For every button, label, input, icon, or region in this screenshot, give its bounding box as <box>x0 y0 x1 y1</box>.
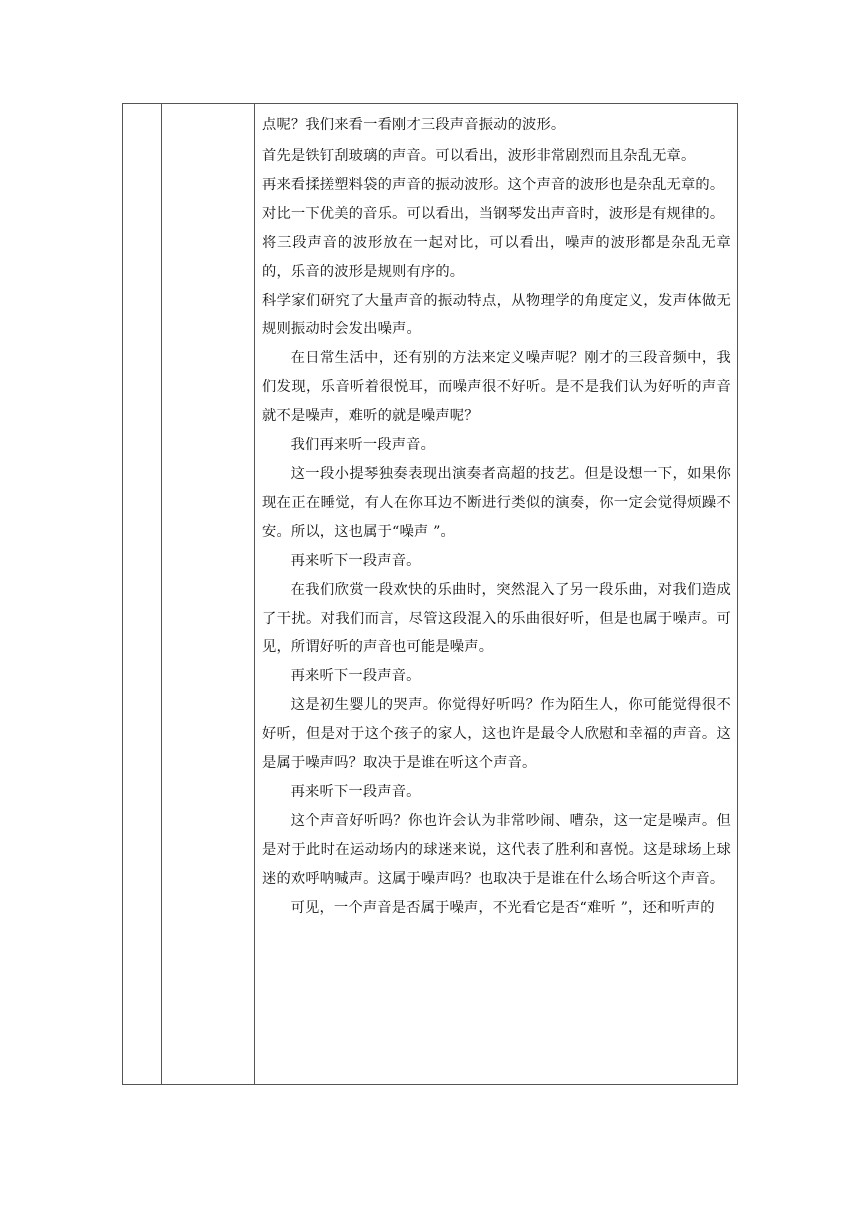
empty-cell-left <box>123 104 162 1085</box>
paragraph: 在我们欣赏一段欢快的乐曲时，突然混入了另一段乐曲，对我们造成了干扰。对我们而言，尽管这段混入的乐曲很好听，但是也属于噪声。可见，所谓好听的声音也可能是噪声。 <box>262 581 731 656</box>
paragraph: 将三段声音的波形放在一起对比，可以看出，噪声的波形都是杂乱无章的，乐音的波形是规则有序的。 <box>262 234 731 280</box>
paragraph: 这个声音好听吗？你也许会认为非常吵闹、嘈杂，这一定是噪声。但是对于此时在运动场内的球迷来说，这代表了胜利和喜悦。这是球场上球迷的欢呼呐喊声。这属于噪声吗？也取决于是谁在什么场合听这个声音。 <box>262 812 731 887</box>
paragraph: 在日常生活中，还有别的方法来定义噪声呢？刚才的三段音频中，我们发现，乐音听着很悦耳，而噪声很不好听。是不是我们认为好听的声音就不是噪声，难听的就是噪声呢？ <box>262 350 731 425</box>
paragraph: 再来看揉搓塑料袋的声音的振动波形。这个声音的波形也是杂乱无章的。 <box>262 176 725 193</box>
paragraph: 对比一下优美的音乐。可以看出，当钢琴发出声音时，波形是有规律的。 <box>262 205 725 222</box>
paragraph: 再来听下一段声音。 <box>290 783 421 800</box>
paragraph: 再来听下一段声音。 <box>290 668 421 685</box>
paragraph: 点呢？我们来看一看刚才三段声音振动的波形。 <box>262 117 566 133</box>
paragraph: 这是初生婴儿的哭声。你觉得好听吗？作为陌生人，你可能觉得很不好听，但是对于这个孩子的家人，这也许是最令人欣慰和幸福的声音。这是属于噪声吗？取决于是谁在听这个声音。 <box>262 697 731 772</box>
content-cell <box>255 104 738 1085</box>
paragraph: 我们再来听一段声音。 <box>290 437 436 454</box>
paragraph: 首先是铁钉刮玻璃的声音。可以看出，波形非常剧烈而且杂乱无章。 <box>262 148 696 164</box>
paragraph: 可见，一个声音是否属于噪声，不光看它是否“难听 ”，还和听声的 <box>290 899 715 916</box>
empty-cell-middle <box>162 104 255 1085</box>
paragraph: 科学家们研究了大量声音的振动特点，从物理学的角度定义，发声体做无规则振动时会发出噪声。 <box>262 292 731 338</box>
paragraph: 这一段小提琴独奏表现出演奏者高超的技艺。但是设想一下，如果你现在正在睡觉，有人在你耳边不断进行类似的演奏，你一定会觉得烦躁不安。所以，这也属于“噪声 ”。 <box>262 465 731 540</box>
table-row <box>123 104 738 1085</box>
lesson-plan-table <box>122 103 738 1085</box>
paragraph: 再来听下一段声音。 <box>290 552 421 569</box>
